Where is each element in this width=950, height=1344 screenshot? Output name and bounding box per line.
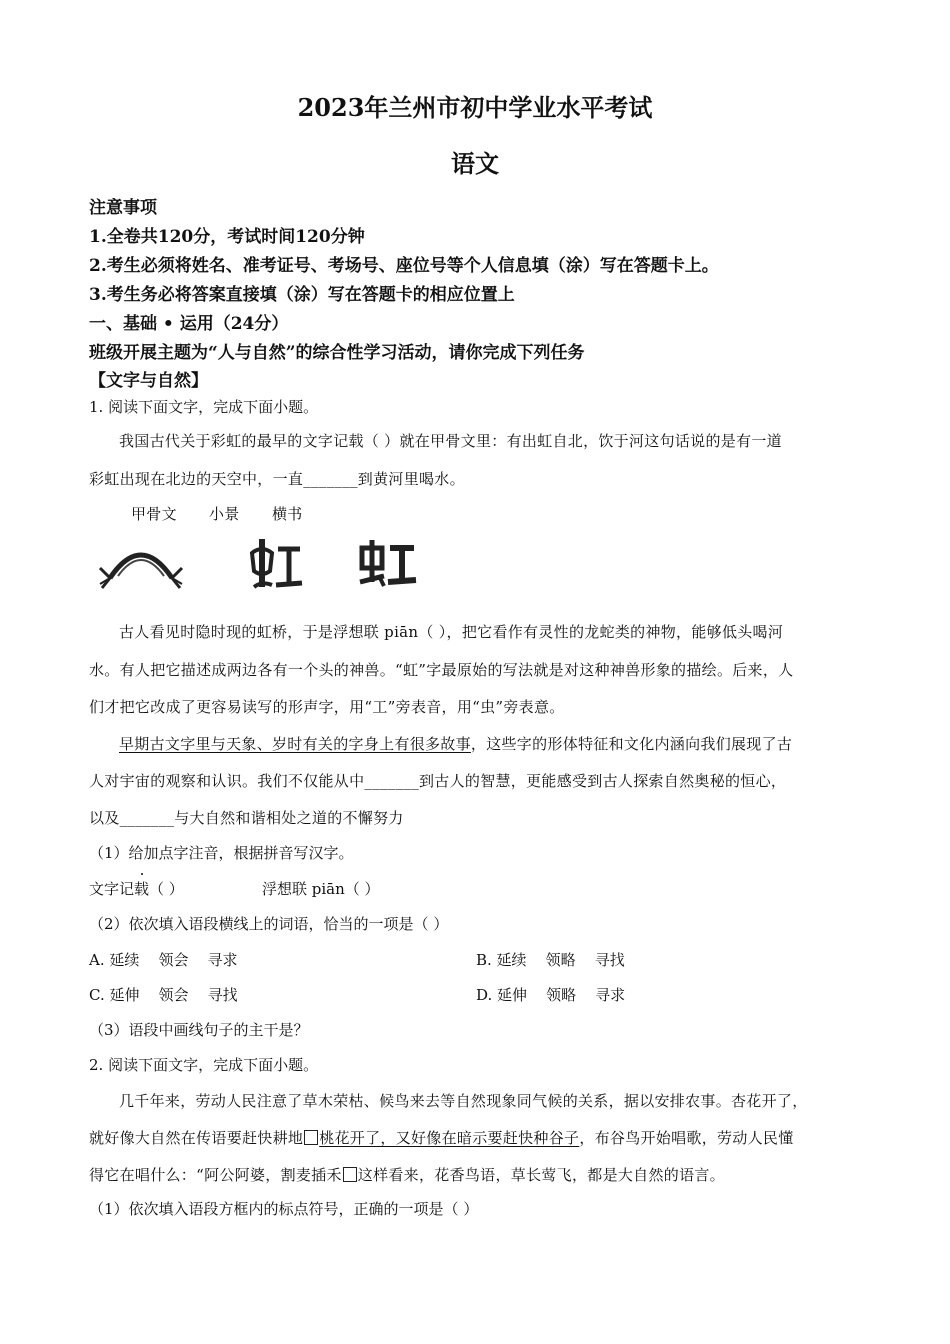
punctuation-box (343, 1167, 357, 1182)
answer-blank: （ ） (149, 880, 184, 898)
figure-label-seal: 小景 (209, 505, 240, 523)
seal-hong-glyph-image (246, 535, 306, 593)
option-d: D. 延伸 领略 寻求 (476, 986, 626, 1004)
q1-sub1: （1）给加点字注音，根据拼音写汉字。 (89, 844, 354, 862)
q2-paragraph-line (89, 1127, 794, 1148)
subject-title: 语文 (451, 149, 499, 178)
paragraph-text: ，这些字的形体特征和文化内涵向我们展现了古 (470, 735, 793, 753)
option-a: A. 延续 领会 寻求 (89, 951, 238, 969)
q1-sub2: （2）依次填入语段横线上的词语，恰当的一项是（ ） (89, 915, 449, 933)
punctuation-box (304, 1130, 318, 1145)
q1-stem: 1. 阅读下面文字，完成下面小题。 (89, 398, 319, 416)
q1-paragraph-line: 人对宇宙的观察和认识。我们不仅能从中_______到古人的智慧，更能感受到古人探索自然奥秘的恒心， (89, 772, 787, 790)
q1-paragraph-line: 水。有人把它描述成两边各有一个头的神兽。“虹”字最原始的写法就是对这种神兽形象的描绘。后来，人 (89, 661, 794, 679)
q1-sub1-item-a (89, 878, 184, 899)
dotted-char: 载 (134, 880, 150, 898)
q1-paragraph-line: 我国古代关于彩虹的最早的文字记载（ ）就在甲骨文里：有出虹自北，饮于河这句话说的是有一道 (119, 432, 782, 450)
q2-stem: 2. 阅读下面文字，完成下面小题。 (89, 1056, 319, 1074)
q2-paragraph-line: 几千年来，劳动人民注意了草木荣枯、候鸟来去等自然现象同气候的关系，据以安排农事。杏花开了， (119, 1092, 808, 1110)
notice-item-2: 2.考生必须将姓名、准考证号、考场号、座位号等个人信息填（涂）写在答题卡上。 (89, 256, 719, 276)
q2-paragraph-line (89, 1164, 725, 1185)
paragraph-text: 得它在唱什么：“阿公阿婆，割麦插禾 (89, 1166, 342, 1184)
paragraph-text: ，布谷鸟开始唱歌，劳动人民懂 (579, 1129, 794, 1147)
q1-sub3: （3）语段中画线句子的主干是？ (89, 1021, 309, 1039)
paragraph-text: 就好像大自然在传语要赶快耕地 (89, 1129, 304, 1147)
underlined-sentence: 桃花开了，又好像在暗示要赶快种谷子 (319, 1129, 580, 1147)
q1-sub1-item-b: 浮想联 piān（ ） (262, 880, 380, 898)
paragraph-text: 这样看来，花香鸟语，草长莺飞，都是大自然的语言。 (357, 1166, 725, 1184)
figure-label-oracle: 甲骨文 (131, 505, 177, 523)
section-tag: 【文字与自然】 (89, 371, 208, 391)
q1-paragraph-line: 们才把它改成了更容易读写的形声字，用“工”旁表音，用“虫”旁表意。 (89, 698, 565, 716)
q1-paragraph-line: 彩虹出现在北边的天空中，一直_______到黄河里喝水。 (89, 470, 465, 488)
section-heading: 一、基础 • 运用（24分） (89, 314, 289, 334)
q1-paragraph-line: 以及_______与大自然和谐相处之道的不懈努力 (89, 809, 404, 827)
oracle-rainbow-glyph-image (96, 538, 186, 594)
regular-hong-glyph-image (358, 538, 418, 590)
notice-item-1: 1.全卷共120分，考试时间120分钟 (89, 227, 365, 247)
notice-heading: 注意事项 (89, 198, 157, 218)
underlined-sentence: 早期古文字里与天象、岁时有关的字身上有很多故事 (119, 735, 471, 753)
option-b: B. 延续 领略 寻找 (476, 951, 625, 969)
figure-label-regular: 横书 (272, 505, 303, 523)
notice-item-3: 3.考生务必将答案直接填（涂）写在答题卡的相应位置上 (89, 285, 515, 305)
item-text: 文字记 (89, 880, 135, 898)
section-intro: 班级开展主题为“人与自然”的综合性学习活动，请你完成下列任务 (89, 343, 585, 363)
q2-sub1: （1）依次填入语段方框内的标点符号，正确的一项是（ ） (89, 1200, 479, 1218)
exam-title: 2023年兰州市初中学业水平考试 (297, 93, 653, 122)
q1-paragraph-line: 古人看见时隐时现的虹桥，于是浮想联 piān（ ），把它看作有灵性的龙蛇类的神物，能够低头喝河 (119, 623, 784, 641)
q1-paragraph-line (119, 733, 792, 754)
option-c: C. 延伸 领会 寻找 (89, 986, 238, 1004)
